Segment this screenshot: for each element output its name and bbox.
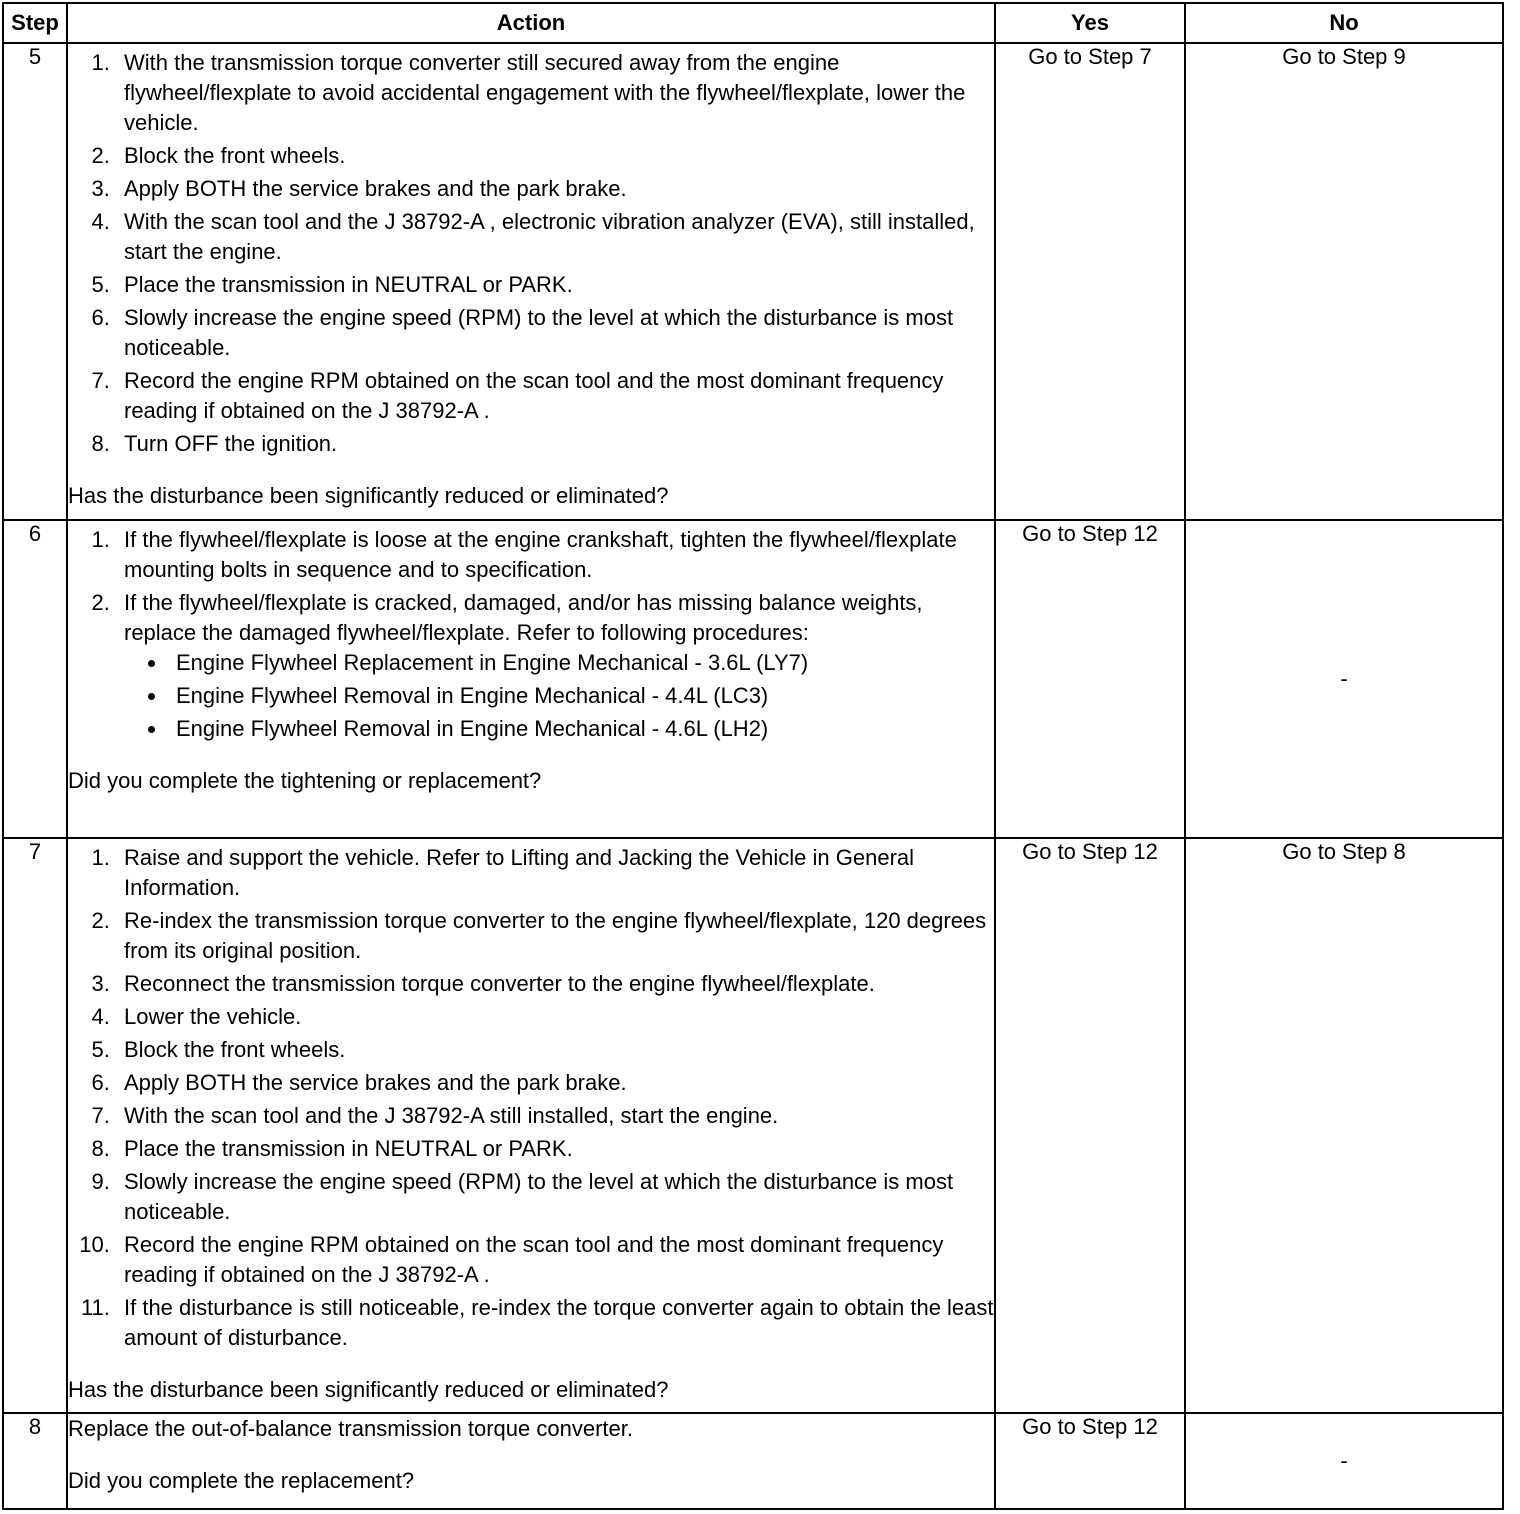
header-action: Action [67, 3, 995, 43]
list-item: 9. Slowly increase the engine speed (RPM) to the level at which the disturbance is most noticeable. [116, 1167, 994, 1227]
list-item: 11. If the disturbance is still noticeable, re-index the torque converter again to obtain the least amount of disturbance. [116, 1293, 994, 1353]
list-item: 6. Slowly increase the engine speed (RPM) to the level at which the disturbance is most noticeable. [116, 303, 994, 363]
header-yes: Yes [995, 3, 1185, 43]
action-text: Replace the out-of-balance transmission torque converter. [68, 1416, 633, 1441]
yes-result: Go to Step 7 [1028, 44, 1152, 69]
header-no: No [1185, 3, 1503, 43]
header-row [3, 3, 1503, 43]
question-text: Has the disturbance been significantly reduced or eliminated? [68, 483, 669, 508]
no-cell [1185, 520, 1503, 838]
action-cell [67, 43, 995, 520]
list-item: 6. Apply BOTH the service brakes and the park brake. [116, 1068, 994, 1098]
action-cell [67, 838, 995, 1413]
bullet-item: • Engine Flywheel Removal in Engine Mechanical - 4.6L (LH2) [168, 714, 994, 744]
step-number: 8 [3, 1413, 67, 1509]
yes-cell [995, 1413, 1185, 1509]
action-cell [67, 1413, 995, 1509]
action-steps [68, 525, 994, 744]
list-item: 2. Re-index the transmission torque converter to the engine flywheel/flexplate, 120 degrees from its original position. [116, 906, 994, 966]
action-steps [68, 48, 994, 459]
table-row [3, 838, 1503, 1413]
list-item: 1. Raise and support the vehicle. Refer to Lifting and Jacking the Vehicle in General Information. [116, 843, 994, 903]
question-text: Did you complete the replacement? [68, 1468, 415, 1493]
step-number: 7 [3, 838, 67, 1413]
list-item: 7. Record the engine RPM obtained on the scan tool and the most dominant frequency reading if obtained on the J 38792-A . [116, 366, 994, 426]
list-item-text: If the flywheel/flexplate is cracked, damaged, and/or has missing balance weights, replace the damaged flywheel/flexplate. Refer to following procedures: [124, 590, 923, 645]
list-item: 1. If the flywheel/flexplate is loose at the engine crankshaft, tighten the flywheel/flexplate mounting bolts in sequence and to specification. [116, 525, 994, 585]
list-item: 3. Reconnect the transmission torque converter to the engine flywheel/flexplate. [116, 969, 994, 999]
list-item: 3. Apply BOTH the service brakes and the park brake. [116, 174, 994, 204]
list-item: 8. Turn OFF the ignition. [116, 429, 994, 459]
bullet-item: • Engine Flywheel Removal in Engine Mechanical - 4.4L (LC3) [168, 681, 994, 711]
yes-result: Go to Step 12 [1022, 839, 1158, 864]
no-cell [1185, 1413, 1503, 1509]
list-item: 10. Record the engine RPM obtained on the scan tool and the most dominant frequency reading if obtained on the J 38792-A . [116, 1230, 994, 1290]
yes-result: Go to Step 12 [1022, 1414, 1158, 1439]
list-item [116, 588, 994, 744]
no-cell [1185, 838, 1503, 1413]
diagnostic-table [2, 2, 1504, 1510]
no-result: - [1340, 1448, 1348, 1473]
question-text: Did you complete the tightening or replacement? [68, 768, 542, 793]
yes-cell [995, 520, 1185, 838]
table-row [3, 520, 1503, 838]
list-item: 5. Block the front wheels. [116, 1035, 994, 1065]
table-row [3, 1413, 1503, 1509]
question-text: Has the disturbance been significantly reduced or eliminated? [68, 1377, 669, 1402]
no-result: - [1340, 666, 1348, 691]
list-item: 1. With the transmission torque converter still secured away from the engine flywheel/flexplate to avoid accidental engagement with the flywheel/flexplate, lower the vehicle. [116, 48, 994, 138]
no-result: Go to Step 9 [1282, 44, 1406, 69]
list-item: 4. Lower the vehicle. [116, 1002, 994, 1032]
list-item: 7. With the scan tool and the J 38792-A still installed, start the engine. [116, 1101, 994, 1131]
yes-result: Go to Step 12 [1022, 521, 1158, 546]
no-cell [1185, 43, 1503, 520]
no-result: Go to Step 8 [1282, 839, 1406, 864]
step-number: 6 [3, 520, 67, 838]
procedure-list [124, 648, 994, 744]
list-item: 2. Block the front wheels. [116, 141, 994, 171]
yes-cell [995, 43, 1185, 520]
list-item: 5. Place the transmission in NEUTRAL or PARK. [116, 270, 994, 300]
table-row [3, 43, 1503, 520]
yes-cell [995, 838, 1185, 1413]
list-item: 8. Place the transmission in NEUTRAL or PARK. [116, 1134, 994, 1164]
step-number: 5 [3, 43, 67, 520]
header-step: Step [3, 3, 67, 43]
list-item: 4. With the scan tool and the J 38792-A , electronic vibration analyzer (EVA), still installed, start the engine. [116, 207, 994, 267]
bullet-item: • Engine Flywheel Replacement in Engine Mechanical - 3.6L (LY7) [168, 648, 994, 678]
action-cell [67, 520, 995, 838]
action-steps [68, 843, 994, 1353]
